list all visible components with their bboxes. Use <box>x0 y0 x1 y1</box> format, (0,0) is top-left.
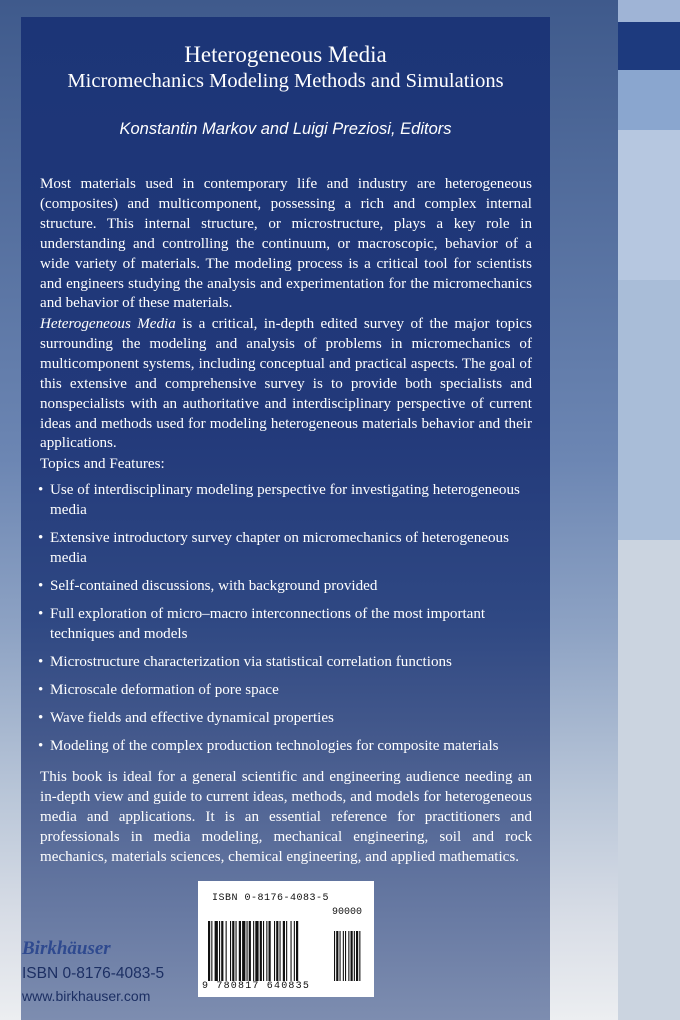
list-item <box>38 576 532 596</box>
list-item <box>38 680 532 700</box>
list-item <box>38 652 532 672</box>
strip-block <box>618 22 680 70</box>
feature-text: Microstructure characterization via statistical correlation functions <box>50 654 452 670</box>
publisher-website: www.birkhauser.com <box>22 988 151 1004</box>
list-item <box>38 528 532 568</box>
book-title-italic: Heterogeneous Media <box>40 316 176 332</box>
list-item <box>38 480 532 520</box>
feature-text: Modeling of the complex production technologies for composite materials <box>50 738 499 754</box>
strip-block <box>618 540 680 1020</box>
barcode-isbn: ISBN 0-8176-4083-5 <box>212 893 330 904</box>
blurb-paragraph-3: This book is ideal for a general scientific and engineering audience needing an in-depth view and guide to current ideas, methods, and models for heterogeneous media and applications. It is an essential reference for practitioners and professionals in media modeling, mechanical engineering, soil and rock mechanics, materials sciences, chemical engineering, and applied mathematics. <box>40 769 532 865</box>
publisher-isbn: ISBN 0-8176-4083-5 <box>22 965 165 982</box>
bullet-icon: • <box>38 682 44 698</box>
features-list <box>38 480 532 764</box>
list-item <box>38 708 532 728</box>
bullet-icon: • <box>38 710 44 726</box>
bullet-icon: • <box>38 482 44 498</box>
barcode-price-code: 90000 <box>332 907 363 918</box>
bullet-icon: • <box>38 606 44 622</box>
strip-block <box>618 70 680 130</box>
book-subtitle: Micromechanics Modeling Methods and Simulations <box>67 70 504 92</box>
feature-text: Use of interdisciplinary modeling perspective for investigating heterogeneous media <box>50 482 520 518</box>
barcode-ean: 9 780817 640835 <box>202 981 311 992</box>
blurb-paragraph-1: Most materials used in contemporary life and industry are heterogeneous (composites) and multicomponent, possessing a rich and complex internal structure. This internal structure, or microstructure, plays a key role in understanding and controlling the continuum, or macroscopic, behavior of a wide variety of materials. The modeling process is a critical tool for scientists and engineers studying the analysis and experimentation for the micromechanics and behavior of these materials. <box>40 176 532 312</box>
feature-text: Extensive introductory survey chapter on micromechanics of heterogeneous media <box>50 530 509 566</box>
side-color-strip <box>618 0 680 1020</box>
publisher-logo: Birkhäuser <box>22 938 111 959</box>
list-item <box>38 736 532 756</box>
feature-text: Microscale deformation of pore space <box>50 682 279 698</box>
feature-text: Self-contained discussions, with background provided <box>50 578 378 594</box>
topics-heading: Topics and Features: <box>40 456 165 472</box>
strip-block <box>618 130 680 280</box>
bullet-icon: • <box>38 654 44 670</box>
bullet-icon: • <box>38 578 44 594</box>
list-item <box>38 604 532 644</box>
blurb-paragraph-2-text: is a critical, in-depth edited survey of the major topics surrounding the modeling and analysis of problems in micromechanics of multicomponent systems, including conceptual and practical aspects. The goal of this extensive and comprehensive survey is to provide both specialists and nonspecialists with an authoritative and interdisciplinary perspective of current ideas and methods used for modeling heterogeneous materials behavior and their applications. <box>40 316 532 452</box>
book-title: Heterogeneous Media <box>184 42 387 67</box>
feature-text: Full exploration of micro–macro interconnections of the most important techniques and models <box>50 606 486 642</box>
bullet-icon: • <box>38 530 44 546</box>
blurb-paragraph-2 <box>40 315 532 454</box>
strip-block <box>618 0 680 22</box>
barcode-label <box>198 881 374 997</box>
editors-line: Konstantin Markov and Luigi Preziosi, Editors <box>119 120 452 138</box>
barcode-bars <box>208 921 366 981</box>
bullet-icon: • <box>38 738 44 754</box>
strip-block <box>618 280 680 540</box>
feature-text: Wave fields and effective dynamical properties <box>50 710 334 726</box>
